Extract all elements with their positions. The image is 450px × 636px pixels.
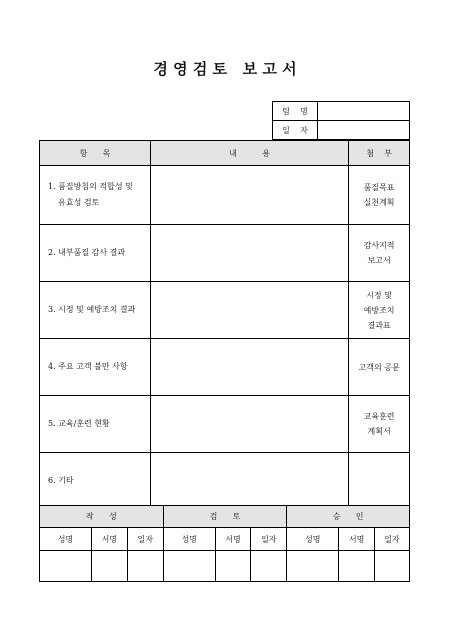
- author-sign-label: 서명: [91, 528, 127, 551]
- row-attachment-text: 계획서: [367, 427, 391, 436]
- approval-sign-field[interactable]: [339, 551, 375, 582]
- row-content-field[interactable]: [150, 282, 348, 339]
- approval-sign-label: 서명: [339, 528, 375, 551]
- row-attachment-text: 고객의 공문: [358, 362, 400, 372]
- team-label: 팀 명: [273, 102, 318, 121]
- author-name-label: 성명: [40, 528, 92, 551]
- row-attachment-text: 실천계획: [363, 198, 395, 207]
- row-item-text: 4. 주요 고객 불만 사항: [48, 362, 128, 371]
- author-sign-field[interactable]: [91, 551, 127, 582]
- group-author: 작 성: [40, 506, 164, 528]
- group-review: 검 토: [163, 506, 287, 528]
- review-date-field[interactable]: [251, 551, 287, 582]
- approval-name-field[interactable]: [287, 551, 339, 582]
- row-item-cell: [40, 396, 151, 453]
- row-content-field[interactable]: [150, 225, 348, 282]
- column-header-content: 내 용: [150, 141, 348, 166]
- row-attachment-text: 품질목표: [363, 183, 395, 192]
- table-row: [40, 166, 410, 225]
- review-table: [39, 140, 410, 510]
- team-date-box: [272, 101, 410, 140]
- review-name-label: 성명: [163, 528, 215, 551]
- document-title: 경 영 검 토 보 고 서: [153, 60, 297, 78]
- date-label: 일 자: [273, 121, 318, 140]
- approval-date-label: 일자: [375, 528, 410, 551]
- row-item-cell: [40, 166, 151, 225]
- column-header-item: 항 목: [40, 141, 151, 166]
- team-value-field[interactable]: [318, 102, 410, 121]
- table-row: [40, 225, 410, 282]
- column-header-attachment: 첨 부: [349, 141, 410, 166]
- review-sign-field[interactable]: [215, 551, 251, 582]
- row-content-field[interactable]: [150, 166, 348, 225]
- review-date-label: 일자: [251, 528, 287, 551]
- row-content-field[interactable]: [150, 339, 348, 396]
- row-attachment-cell: [349, 225, 410, 282]
- row-item-cell: [40, 282, 151, 339]
- row-attachment-text: 보고서: [367, 256, 391, 265]
- signature-table: [39, 505, 410, 582]
- row-item-text: 3. 시정 및 예방조치 결과: [48, 305, 136, 314]
- row-attachment-cell: [349, 453, 410, 510]
- row-content-field[interactable]: [150, 396, 348, 453]
- review-name-field[interactable]: [163, 551, 215, 582]
- table-row: [40, 282, 410, 339]
- row-attachment-cell: [349, 396, 410, 453]
- row-attachment-cell: [349, 282, 410, 339]
- author-date-field[interactable]: [127, 551, 163, 582]
- approval-date-field[interactable]: [375, 551, 410, 582]
- row-item-cell: [40, 339, 151, 396]
- signature-groups-row: [40, 506, 410, 528]
- row-item-text: 2. 내부품질 감사 결과: [48, 248, 126, 257]
- group-approval: 승 인: [287, 506, 410, 528]
- row-item-text: 5. 교육/훈련 현황: [48, 419, 110, 428]
- author-date-label: 일자: [127, 528, 163, 551]
- row-item-cell: [40, 225, 151, 282]
- date-value-field[interactable]: [318, 121, 410, 140]
- table-row: [40, 453, 410, 510]
- row-attachment-text: 시정 및: [366, 290, 392, 300]
- table-row: [40, 396, 410, 453]
- approval-name-label: 성명: [287, 528, 339, 551]
- row-item-text: 유효성 검토: [48, 198, 100, 207]
- row-attachment-cell: [349, 166, 410, 225]
- row-attachment-text: 교육훈련: [363, 412, 395, 421]
- row-attachment-text: 감사지적: [363, 241, 395, 250]
- row-content-field[interactable]: [150, 453, 348, 510]
- row-attachment-cell: [349, 339, 410, 396]
- row-item-text: 1. 품질방침의 적합성 및: [48, 182, 133, 191]
- review-table-header: [40, 141, 410, 166]
- author-name-field[interactable]: [40, 551, 92, 582]
- row-item-text: 6. 기타: [48, 476, 74, 485]
- row-attachment-text: 결과표: [367, 320, 391, 330]
- signature-fill-row: [40, 551, 410, 582]
- review-sign-label: 서명: [215, 528, 251, 551]
- row-item-cell: [40, 453, 151, 510]
- signature-subcolumns-row: [40, 528, 410, 551]
- table-row: [40, 339, 410, 396]
- row-attachment-text: 예방조치: [363, 305, 395, 315]
